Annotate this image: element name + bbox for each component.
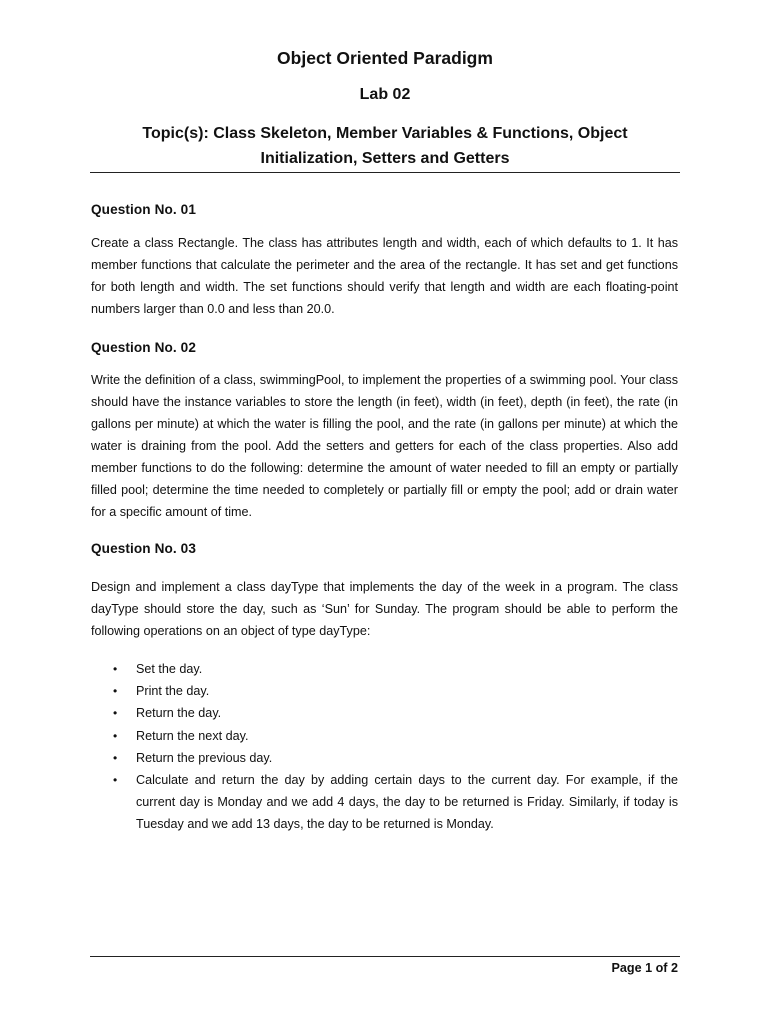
list-item <box>91 747 678 769</box>
lab-number: Lab 02 <box>359 86 411 103</box>
list-item-text: Return the previous day. <box>136 750 273 765</box>
list-item-text: Set the day. <box>136 662 203 676</box>
list-item-text: Return the day. <box>136 706 222 721</box>
question-2-text: Write the definition of a class, swimmingPool, to implement the properties of a swimming pool. Your class should have the instance variables to store the length (in feet), width (in feet), depth (in feet), the rate (in gallons per minute) at which the water is filling the pool, and the rate (in gallons per minute) at which the water is draining from the pool. Add the setters and getters for each of the class properties. Also add member functions to do the following: determine the amount of water needed to fill an empty or partially filled pool; determine the time needed to completely or partially fill or empty the pool; add or drain water for a specific amount of time. <box>91 373 678 519</box>
question-3-text: Design and implement a class dayType that implements the day of the week in a program. The class dayType should store the day, such as ‘Sun’ for Sunday. The program should be able to perform the following operations on an object of type dayType: <box>91 580 678 638</box>
list-item <box>91 769 678 836</box>
list-item-text: Print the day. <box>136 684 210 699</box>
page-number: Page 1 of 2 <box>611 961 678 975</box>
question-1-text: Create a class Rectangle. The class has attributes length and width, each of which defaults to 1. It has member functions that calculate the perimeter and the area of the rectangle. It has set and get functions for both length and width. The set functions should verify that length and width are each floating-point numbers larger than 0.0 and less than 20.0. <box>91 236 678 316</box>
bullet-icon: • <box>113 662 118 676</box>
footer-divider <box>90 956 680 957</box>
header-divider <box>90 172 680 173</box>
question-2-heading: Question No. 02 <box>91 340 196 355</box>
list-item-text: Return the next day. <box>136 728 249 743</box>
document-title: Object Oriented Paradigm <box>277 48 493 68</box>
bullet-icon: • <box>113 706 118 721</box>
bullet-icon: • <box>113 684 118 699</box>
list-item <box>91 702 678 724</box>
question-1-heading: Question No. 01 <box>91 202 196 217</box>
list-item <box>91 725 678 747</box>
bullet-icon: • <box>113 750 118 765</box>
question-3-heading: Question No. 03 <box>91 541 196 556</box>
list-item-text: Calculate and return the day by adding certain days to the current day. For example, if the current day is Monday and we add 4 days, the day to be returned is Friday. Similarly, if today is Tuesday and we add 13 days, the day to be returned is Monday. <box>136 773 678 832</box>
topic-line-1: Topic(s): Class Skeleton, Member Variables & Functions, Object <box>142 125 628 142</box>
bullet-icon: • <box>113 728 118 743</box>
list-item <box>91 680 678 702</box>
bullet-icon: • <box>113 773 118 788</box>
topic-line-2: Initialization, Setters and Getters <box>260 150 510 167</box>
list-item <box>91 658 678 680</box>
question-3-bullet-list <box>91 658 678 836</box>
topic-heading <box>90 121 680 171</box>
